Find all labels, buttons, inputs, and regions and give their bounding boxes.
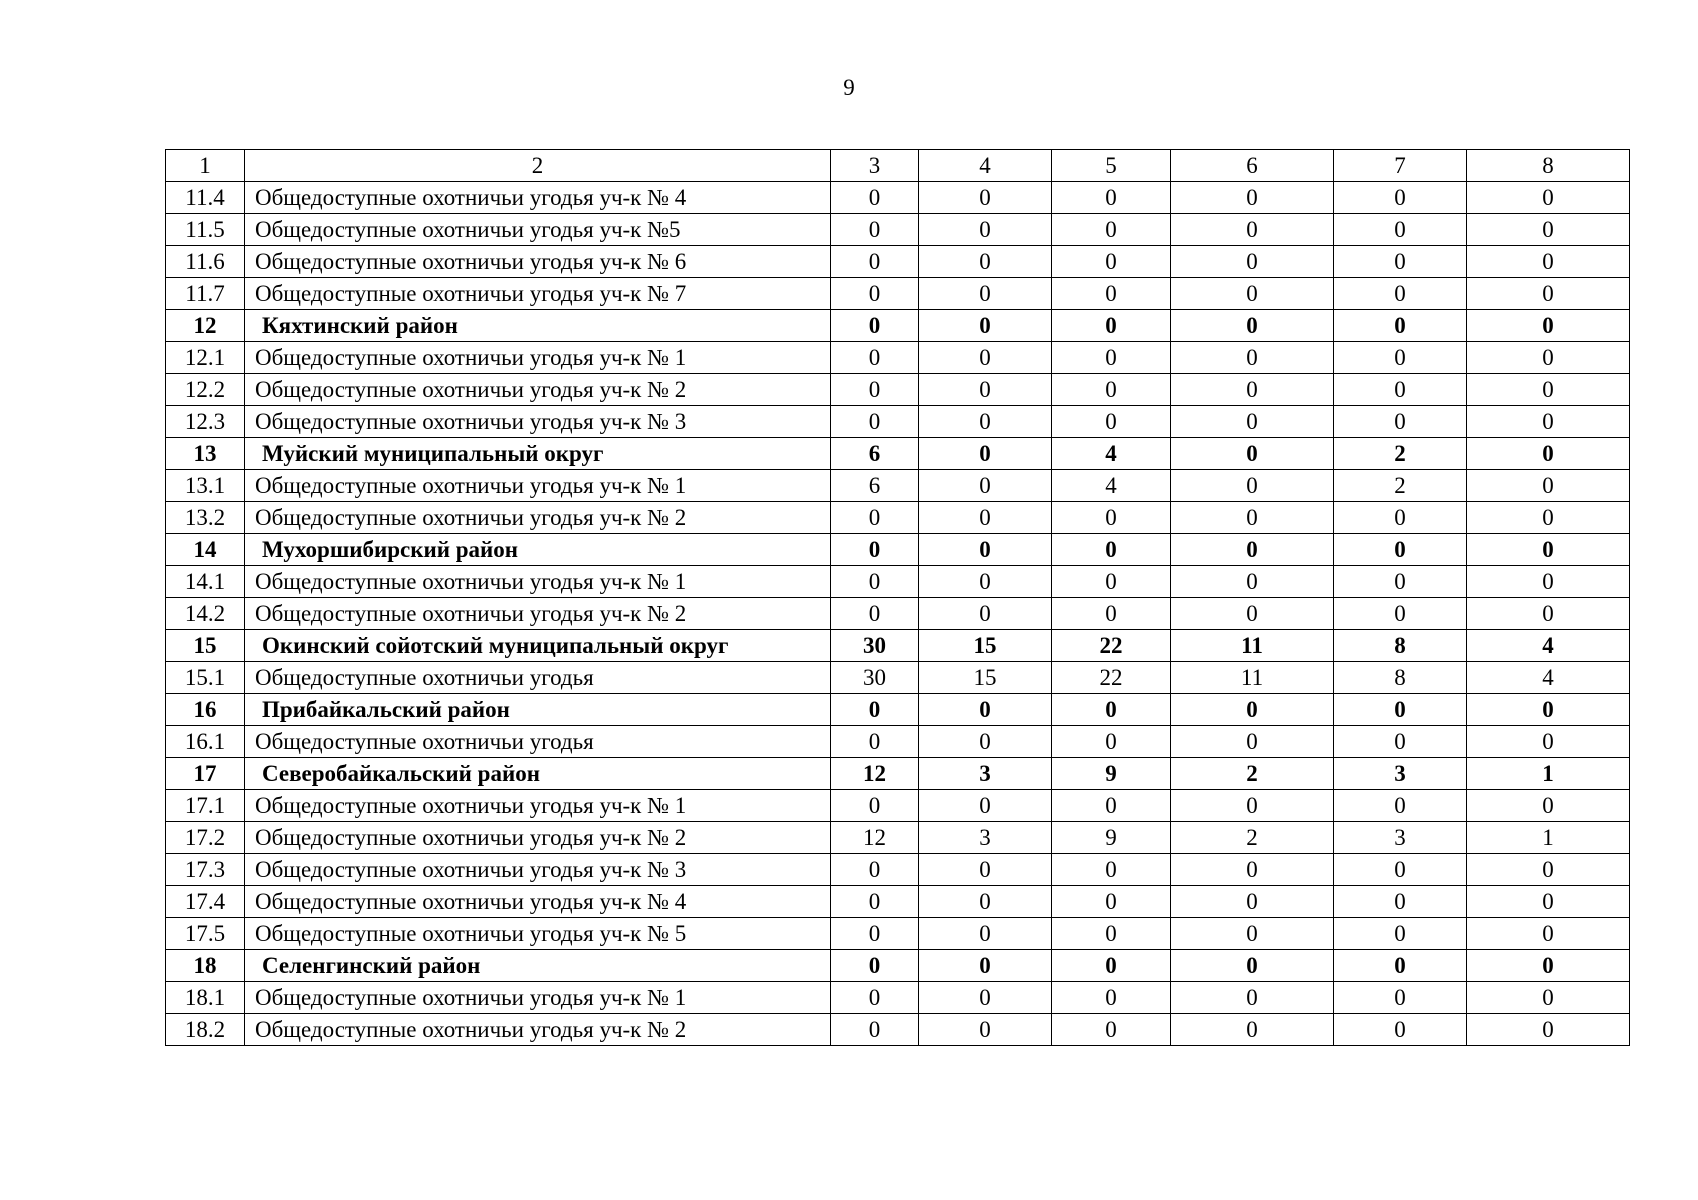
value-cell: 0 (1334, 214, 1467, 246)
value-cell: 0 (1467, 1014, 1630, 1046)
value-cell: 22 (1052, 662, 1171, 694)
value-cell: 0 (1467, 342, 1630, 374)
value-cell: 0 (1052, 598, 1171, 630)
value-cell: 0 (1467, 214, 1630, 246)
row-number-cell: 16 (166, 694, 245, 726)
row-name-cell: Общедоступные охотничьи угодья (245, 662, 831, 694)
value-cell: 0 (831, 566, 919, 598)
value-cell: 0 (1467, 502, 1630, 534)
table-row (166, 502, 1630, 534)
value-cell: 0 (1467, 310, 1630, 342)
value-cell: 0 (1467, 534, 1630, 566)
row-name-cell: Общедоступные охотничьи угодья уч-к № 2 (245, 374, 831, 406)
value-cell: 0 (1467, 950, 1630, 982)
value-cell: 0 (919, 918, 1052, 950)
value-cell: 0 (1467, 374, 1630, 406)
row-name-cell: Общедоступные охотничьи угодья уч-к № 4 (245, 886, 831, 918)
value-cell: 0 (1467, 598, 1630, 630)
value-cell: 0 (919, 278, 1052, 310)
value-cell: 0 (831, 918, 919, 950)
row-name-cell: Общедоступные охотничьи угодья уч-к № 4 (245, 182, 831, 214)
value-cell: 0 (831, 502, 919, 534)
value-cell: 0 (919, 438, 1052, 470)
row-name-cell: Северобайкальский район (245, 758, 831, 790)
value-cell: 0 (1334, 1014, 1467, 1046)
value-cell: 0 (1334, 886, 1467, 918)
value-cell: 0 (919, 470, 1052, 502)
value-cell: 0 (1171, 886, 1334, 918)
value-cell: 0 (1171, 246, 1334, 278)
table-row (166, 566, 1630, 598)
table-row (166, 598, 1630, 630)
value-cell: 12 (831, 758, 919, 790)
table-row (166, 918, 1630, 950)
row-name-cell: Селенгинский район (245, 950, 831, 982)
value-cell: 0 (1334, 278, 1467, 310)
value-cell: 0 (1052, 886, 1171, 918)
value-cell: 0 (1052, 1014, 1171, 1046)
value-cell: 0 (919, 246, 1052, 278)
value-cell: 8 (1334, 662, 1467, 694)
row-number-cell: 17.5 (166, 918, 245, 950)
value-cell: 0 (831, 694, 919, 726)
value-cell: 4 (1467, 662, 1630, 694)
value-cell: 0 (1334, 598, 1467, 630)
value-cell: 0 (1171, 1014, 1334, 1046)
value-cell: 0 (1171, 406, 1334, 438)
row-name-cell: Общедоступные охотничьи угодья уч-к № 2 (245, 598, 831, 630)
value-cell: 0 (1467, 470, 1630, 502)
value-cell: 0 (1467, 918, 1630, 950)
value-cell: 0 (1052, 790, 1171, 822)
value-cell: 0 (1334, 374, 1467, 406)
value-cell: 0 (831, 726, 919, 758)
value-cell: 0 (1171, 342, 1334, 374)
value-cell: 11 (1171, 662, 1334, 694)
value-cell: 0 (919, 534, 1052, 566)
value-cell: 0 (831, 950, 919, 982)
value-cell: 0 (1467, 790, 1630, 822)
table-body (166, 150, 1630, 1046)
value-cell: 0 (1334, 406, 1467, 438)
row-number-cell: 17.4 (166, 886, 245, 918)
table-row (166, 726, 1630, 758)
row-number-cell: 12.1 (166, 342, 245, 374)
header-cell: 8 (1467, 150, 1630, 182)
value-cell: 0 (1467, 854, 1630, 886)
row-name-cell: Общедоступные охотничьи угодья уч-к № 5 (245, 918, 831, 950)
value-cell: 3 (919, 822, 1052, 854)
value-cell: 0 (831, 182, 919, 214)
row-name-cell: Общедоступные охотничьи угодья уч-к № 1 (245, 470, 831, 502)
value-cell: 0 (919, 406, 1052, 438)
table-header-row (166, 150, 1630, 182)
row-number-cell: 13 (166, 438, 245, 470)
value-cell: 0 (1052, 342, 1171, 374)
table-row (166, 982, 1630, 1014)
row-name-cell: Общедоступные охотничьи угодья уч-к № 3 (245, 854, 831, 886)
value-cell: 0 (919, 726, 1052, 758)
value-cell: 0 (1334, 694, 1467, 726)
value-cell: 0 (919, 182, 1052, 214)
value-cell: 0 (1052, 918, 1171, 950)
value-cell: 0 (1467, 726, 1630, 758)
row-number-cell: 13.2 (166, 502, 245, 534)
row-number-cell: 11.5 (166, 214, 245, 246)
value-cell: 0 (831, 342, 919, 374)
value-cell: 0 (1052, 566, 1171, 598)
value-cell: 0 (1171, 182, 1334, 214)
value-cell: 0 (1052, 278, 1171, 310)
value-cell: 4 (1052, 438, 1171, 470)
value-cell: 0 (1052, 534, 1171, 566)
value-cell: 8 (1334, 630, 1467, 662)
value-cell: 4 (1052, 470, 1171, 502)
value-cell: 9 (1052, 758, 1171, 790)
table-row (166, 662, 1630, 694)
value-cell: 0 (831, 278, 919, 310)
row-name-cell: Общедоступные охотничьи угодья уч-к № 6 (245, 246, 831, 278)
value-cell: 0 (831, 374, 919, 406)
table-row (166, 822, 1630, 854)
value-cell: 0 (1052, 246, 1171, 278)
value-cell: 3 (1334, 758, 1467, 790)
table-row (166, 342, 1630, 374)
header-cell: 6 (1171, 150, 1334, 182)
row-name-cell: Кяхтинский район (245, 310, 831, 342)
value-cell: 0 (1171, 214, 1334, 246)
row-number-cell: 11.7 (166, 278, 245, 310)
value-cell: 0 (1334, 790, 1467, 822)
value-cell: 0 (1171, 534, 1334, 566)
value-cell: 0 (1467, 438, 1630, 470)
value-cell: 0 (919, 598, 1052, 630)
table-row-district (166, 438, 1630, 470)
value-cell: 0 (1334, 182, 1467, 214)
row-number-cell: 14.2 (166, 598, 245, 630)
value-cell: 0 (919, 950, 1052, 982)
value-cell: 0 (1334, 918, 1467, 950)
value-cell: 0 (919, 502, 1052, 534)
row-number-cell: 12.3 (166, 406, 245, 438)
value-cell: 15 (919, 662, 1052, 694)
value-cell: 0 (831, 406, 919, 438)
table-row (166, 278, 1630, 310)
header-cell: 1 (166, 150, 245, 182)
value-cell: 0 (831, 246, 919, 278)
row-number-cell: 12.2 (166, 374, 245, 406)
header-cell: 7 (1334, 150, 1467, 182)
table-row (166, 214, 1630, 246)
value-cell: 0 (1171, 502, 1334, 534)
value-cell: 0 (831, 790, 919, 822)
table-row (166, 854, 1630, 886)
table-row (166, 246, 1630, 278)
row-number-cell: 17 (166, 758, 245, 790)
value-cell: 0 (1467, 182, 1630, 214)
value-cell: 0 (831, 310, 919, 342)
row-number-cell: 17.2 (166, 822, 245, 854)
value-cell: 0 (919, 310, 1052, 342)
value-cell: 0 (1334, 246, 1467, 278)
value-cell: 0 (1171, 918, 1334, 950)
table-row (166, 470, 1630, 502)
row-name-cell: Прибайкальский район (245, 694, 831, 726)
table-row (166, 182, 1630, 214)
table-row (166, 374, 1630, 406)
value-cell: 0 (919, 854, 1052, 886)
value-cell: 0 (1334, 854, 1467, 886)
row-number-cell: 17.3 (166, 854, 245, 886)
value-cell: 0 (1052, 214, 1171, 246)
value-cell: 0 (1334, 982, 1467, 1014)
table-row (166, 1014, 1630, 1046)
page-number: 9 (843, 75, 855, 100)
row-name-cell: Общедоступные охотничьи угодья уч-к № 3 (245, 406, 831, 438)
value-cell: 0 (831, 534, 919, 566)
row-number-cell: 11.4 (166, 182, 245, 214)
table-row-district (166, 694, 1630, 726)
value-cell: 30 (831, 662, 919, 694)
hunting-grounds-table (165, 149, 1630, 1046)
value-cell: 1 (1467, 758, 1630, 790)
table-row-district (166, 310, 1630, 342)
row-name-cell: Общедоступные охотничьи угодья уч-к № 7 (245, 278, 831, 310)
value-cell: 4 (1467, 630, 1630, 662)
value-cell: 0 (1171, 310, 1334, 342)
value-cell: 22 (1052, 630, 1171, 662)
value-cell: 0 (919, 214, 1052, 246)
row-number-cell: 14.1 (166, 566, 245, 598)
row-number-cell: 12 (166, 310, 245, 342)
value-cell: 0 (1171, 950, 1334, 982)
value-cell: 0 (919, 886, 1052, 918)
value-cell: 0 (1052, 502, 1171, 534)
value-cell: 0 (1052, 694, 1171, 726)
table-row (166, 406, 1630, 438)
value-cell: 0 (1334, 534, 1467, 566)
value-cell: 2 (1171, 822, 1334, 854)
value-cell: 0 (1171, 854, 1334, 886)
value-cell: 3 (1334, 822, 1467, 854)
row-number-cell: 17.1 (166, 790, 245, 822)
value-cell: 0 (919, 694, 1052, 726)
value-cell: 0 (831, 214, 919, 246)
value-cell: 0 (1334, 726, 1467, 758)
value-cell: 0 (1334, 566, 1467, 598)
row-name-cell: Общедоступные охотничьи угодья уч-к № 2 (245, 822, 831, 854)
value-cell: 0 (1171, 470, 1334, 502)
table-row-district (166, 950, 1630, 982)
value-cell: 0 (1171, 278, 1334, 310)
table-row-district (166, 630, 1630, 662)
value-cell: 0 (1334, 502, 1467, 534)
value-cell: 0 (1171, 982, 1334, 1014)
row-number-cell: 15.1 (166, 662, 245, 694)
value-cell: 0 (1334, 342, 1467, 374)
value-cell: 0 (1171, 374, 1334, 406)
value-cell: 0 (1052, 982, 1171, 1014)
table-row-district (166, 758, 1630, 790)
value-cell: 0 (831, 598, 919, 630)
value-cell: 6 (831, 438, 919, 470)
value-cell: 0 (1052, 854, 1171, 886)
value-cell: 2 (1171, 758, 1334, 790)
value-cell: 11 (1171, 630, 1334, 662)
row-name-cell: Общедоступные охотничьи угодья уч-к № 1 (245, 342, 831, 374)
row-number-cell: 18 (166, 950, 245, 982)
value-cell: 0 (1052, 406, 1171, 438)
value-cell: 0 (1171, 566, 1334, 598)
row-name-cell: Общедоступные охотничьи угодья уч-к № 1 (245, 790, 831, 822)
value-cell: 2 (1334, 438, 1467, 470)
row-number-cell: 13.1 (166, 470, 245, 502)
row-name-cell: Общедоступные охотничьи угодья уч-к № 1 (245, 566, 831, 598)
value-cell: 0 (1467, 566, 1630, 598)
value-cell: 6 (831, 470, 919, 502)
table-row (166, 886, 1630, 918)
value-cell: 3 (919, 758, 1052, 790)
value-cell: 0 (1052, 950, 1171, 982)
value-cell: 0 (1467, 278, 1630, 310)
header-cell: 2 (245, 150, 831, 182)
value-cell: 2 (1334, 470, 1467, 502)
row-name-cell: Общедоступные охотничьи угодья уч-к № 1 (245, 982, 831, 1014)
header-cell: 4 (919, 150, 1052, 182)
row-name-cell: Общедоступные охотничьи угодья уч-к №5 (245, 214, 831, 246)
value-cell: 0 (1052, 310, 1171, 342)
value-cell: 0 (1052, 182, 1171, 214)
row-name-cell: Общедоступные охотничьи угодья (245, 726, 831, 758)
header-cell: 5 (1052, 150, 1171, 182)
value-cell: 0 (1171, 598, 1334, 630)
value-cell: 0 (1467, 886, 1630, 918)
value-cell: 12 (831, 822, 919, 854)
row-name-cell: Муйский муниципальный округ (245, 438, 831, 470)
table-row (166, 790, 1630, 822)
value-cell: 15 (919, 630, 1052, 662)
value-cell: 0 (1052, 726, 1171, 758)
row-name-cell: Мухоршибирский район (245, 534, 831, 566)
value-cell: 0 (1467, 982, 1630, 1014)
value-cell: 0 (831, 982, 919, 1014)
row-number-cell: 11.6 (166, 246, 245, 278)
value-cell: 9 (1052, 822, 1171, 854)
row-number-cell: 18.2 (166, 1014, 245, 1046)
row-name-cell: Общедоступные охотничьи угодья уч-к № 2 (245, 1014, 831, 1046)
row-name-cell: Окинский сойотский муниципальный округ (245, 630, 831, 662)
row-name-cell: Общедоступные охотничьи угодья уч-к № 2 (245, 502, 831, 534)
row-number-cell: 15 (166, 630, 245, 662)
value-cell: 0 (831, 886, 919, 918)
value-cell: 0 (1171, 790, 1334, 822)
value-cell: 0 (1171, 694, 1334, 726)
value-cell: 0 (1334, 310, 1467, 342)
row-number-cell: 16.1 (166, 726, 245, 758)
value-cell: 0 (1334, 950, 1467, 982)
value-cell: 0 (831, 854, 919, 886)
value-cell: 0 (1467, 694, 1630, 726)
value-cell: 0 (919, 374, 1052, 406)
value-cell: 0 (1052, 374, 1171, 406)
value-cell: 0 (919, 566, 1052, 598)
value-cell: 0 (831, 1014, 919, 1046)
value-cell: 0 (919, 342, 1052, 374)
value-cell: 0 (1171, 438, 1334, 470)
value-cell: 0 (919, 982, 1052, 1014)
row-number-cell: 14 (166, 534, 245, 566)
value-cell: 0 (1171, 726, 1334, 758)
value-cell: 30 (831, 630, 919, 662)
value-cell: 1 (1467, 822, 1630, 854)
header-cell: 3 (831, 150, 919, 182)
row-number-cell: 18.1 (166, 982, 245, 1014)
value-cell: 0 (1467, 246, 1630, 278)
value-cell: 0 (1467, 406, 1630, 438)
table-row-district (166, 534, 1630, 566)
value-cell: 0 (919, 790, 1052, 822)
value-cell: 0 (919, 1014, 1052, 1046)
